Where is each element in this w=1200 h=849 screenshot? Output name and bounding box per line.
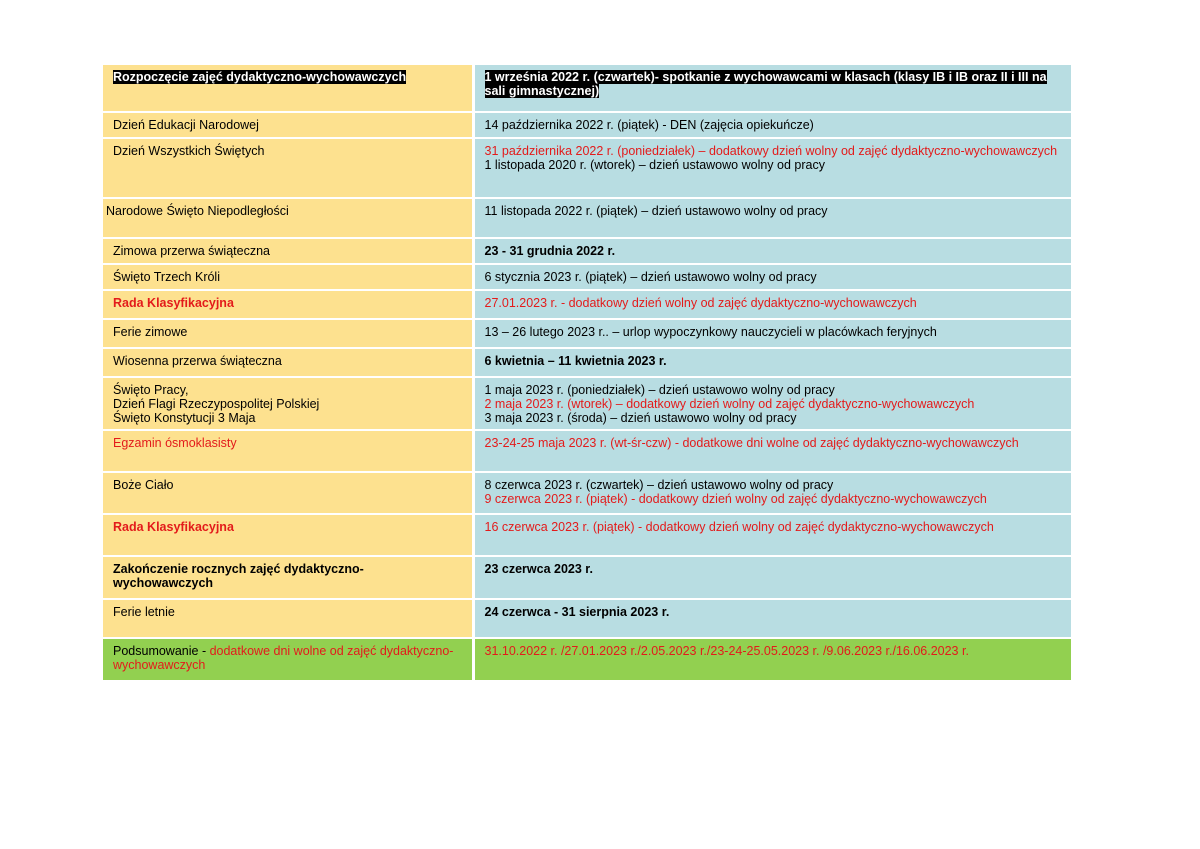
event-date-cell <box>473 319 1071 348</box>
event-date-cell <box>473 264 1071 290</box>
event-name-cell <box>103 319 473 348</box>
event-date-cell <box>473 377 1071 430</box>
event-date: 1 września 2022 r. (czwartek)- spotkanie z wychowawcami w klasach (klasy IB i IB oraz II i III na sali gimnastycznej) <box>484 70 1047 98</box>
event-date: 9 czerwca 2023 r. (piątek) - dodatkowy dzień wolny od zajęć dydaktyczno-wychowawczych <box>484 492 987 506</box>
event-date-cell <box>473 112 1071 138</box>
event-date-cell <box>473 556 1071 599</box>
event-name: Rada Klasyfikacyjna <box>113 296 234 310</box>
event-name: Dzień Edukacji Narodowej <box>113 118 259 132</box>
event-date-cell <box>473 238 1071 264</box>
event-date: 3 maja 2023 r. (środa) – dzień ustawowo wolny od pracy <box>484 411 797 425</box>
event-name: Ferie letnie <box>113 605 175 619</box>
event-name: Rada Klasyfikacyjna <box>113 520 234 534</box>
event-name: Wiosenna przerwa świąteczna <box>113 354 282 368</box>
event-name-cell <box>103 112 473 138</box>
calendar-row <box>103 319 1071 348</box>
event-date: 2 maja 2023 r. (wtorek) – dodatkowy dzień wolny od zajęć dydaktyczno-wychowawczych <box>484 397 975 411</box>
event-name-cell <box>103 472 473 514</box>
calendar-row <box>103 264 1071 290</box>
event-date: 11 listopada 2022 r. (piątek) – dzień ustawowo wolny od pracy <box>484 204 828 218</box>
summary-prefix: Podsumowanie - <box>113 644 210 658</box>
event-date-cell <box>473 348 1071 377</box>
school-calendar-table <box>103 65 1071 682</box>
event-date-cell <box>473 599 1071 638</box>
event-name: Rozpoczęcie zajęć dydaktyczno-wychowawczych <box>113 70 407 84</box>
calendar-row <box>103 472 1071 514</box>
event-name-cell <box>103 556 473 599</box>
event-name-cell <box>103 599 473 638</box>
event-name-cell <box>103 377 473 430</box>
event-date: 23-24-25 maja 2023 r. (wt-śr-czw) - dodatkowe dni wolne od zajęć dydaktyczno-wychowawczych <box>484 436 1019 450</box>
event-date: 6 stycznia 2023 r. (piątek) – dzień ustawowo wolny od pracy <box>484 270 817 284</box>
event-name: Zimowa przerwa świąteczna <box>113 244 270 258</box>
event-date-cell <box>473 430 1071 472</box>
event-name-cell <box>103 430 473 472</box>
calendar-row <box>103 238 1071 264</box>
event-name: Narodowe Święto Niepodległości <box>106 204 289 218</box>
calendar-row <box>103 65 1071 112</box>
summary-section <box>103 638 1071 681</box>
event-date: 16 czerwca 2023 r. (piątek) - dodatkowy dzień wolny od zajęć dydaktyczno-wychowawczych <box>484 520 994 534</box>
event-name-cell <box>103 138 473 198</box>
calendar-row <box>103 556 1071 599</box>
event-date: 23 czerwca 2023 r. <box>484 562 593 576</box>
calendar-row <box>103 290 1071 319</box>
event-name-cell <box>103 348 473 377</box>
event-name: Boże Ciało <box>113 478 174 492</box>
event-name: Święto Trzech Króli <box>113 270 220 284</box>
summary-dates-text: 31.10.2022 r. /27.01.2023 r./2.05.2023 r./23-24-25.05.2023 r. /9.06.2023 r./16.06.2023 r. <box>484 644 969 658</box>
event-name: Egzamin ósmoklasisty <box>113 436 237 450</box>
event-name: Święto Pracy, <box>113 383 189 397</box>
event-name: Ferie zimowe <box>113 325 188 339</box>
event-name-cell <box>103 290 473 319</box>
calendar-row <box>103 112 1071 138</box>
event-date: 23 - 31 grudnia 2022 r. <box>484 244 616 258</box>
event-date: 6 kwietnia – 11 kwietnia 2023 r. <box>484 354 667 368</box>
event-date: 13 – 26 lutego 2023 r.. – urlop wypoczynkowy nauczycieli w placówkach feryjnych <box>484 325 937 339</box>
event-date: 8 czerwca 2023 r. (czwartek) – dzień ustawowo wolny od pracy <box>484 478 834 492</box>
event-date-cell <box>473 138 1071 198</box>
event-date: 31 października 2022 r. (poniedziałek) – dodatkowy dzień wolny od zajęć dydaktyczno-wychowawczych <box>484 144 1058 158</box>
calendar-row <box>103 599 1071 638</box>
summary-dates <box>473 638 1071 681</box>
summary-label <box>103 638 473 681</box>
calendar-body <box>103 65 1071 638</box>
event-date: 1 maja 2023 r. (poniedziałek) – dzień ustawowo wolny od pracy <box>484 383 835 397</box>
event-name-cell <box>103 65 473 112</box>
event-date: 24 czerwca - 31 sierpnia 2023 r. <box>484 605 670 619</box>
event-name-cell <box>103 514 473 556</box>
event-date-cell <box>473 472 1071 514</box>
event-date: 14 października 2022 r. (piątek) - DEN (zajęcia opiekuńcze) <box>484 118 814 132</box>
calendar-row <box>103 198 1071 238</box>
event-name: Dzień Flagi Rzeczypospolitej Polskiej <box>113 397 320 411</box>
event-name: Zakończenie rocznych zajęć dydaktyczno-wychowawczych <box>113 562 364 590</box>
event-date-cell <box>473 514 1071 556</box>
calendar-row <box>103 138 1071 198</box>
calendar-row <box>103 430 1071 472</box>
summary-label-red: dodatkowe dni wolne od zajęć dydaktyczno-wychowawczych <box>113 644 454 672</box>
event-name: Dzień Wszystkich Świętych <box>113 144 265 158</box>
event-date: 1 listopada 2020 r. (wtorek) – dzień ustawowo wolny od pracy <box>484 158 825 172</box>
event-name-cell <box>103 198 473 238</box>
event-date: 27.01.2023 r. - dodatkowy dzień wolny od zajęć dydaktyczno-wychowawczych <box>484 296 917 310</box>
event-name: Święto Konstytucji 3 Maja <box>113 411 256 425</box>
calendar-row <box>103 377 1071 430</box>
event-date-cell <box>473 198 1071 238</box>
event-name-cell <box>103 238 473 264</box>
summary-row <box>103 638 1071 681</box>
calendar-row <box>103 514 1071 556</box>
event-name-cell <box>103 264 473 290</box>
event-date-cell <box>473 290 1071 319</box>
event-date-cell <box>473 65 1071 112</box>
calendar-row <box>103 348 1071 377</box>
